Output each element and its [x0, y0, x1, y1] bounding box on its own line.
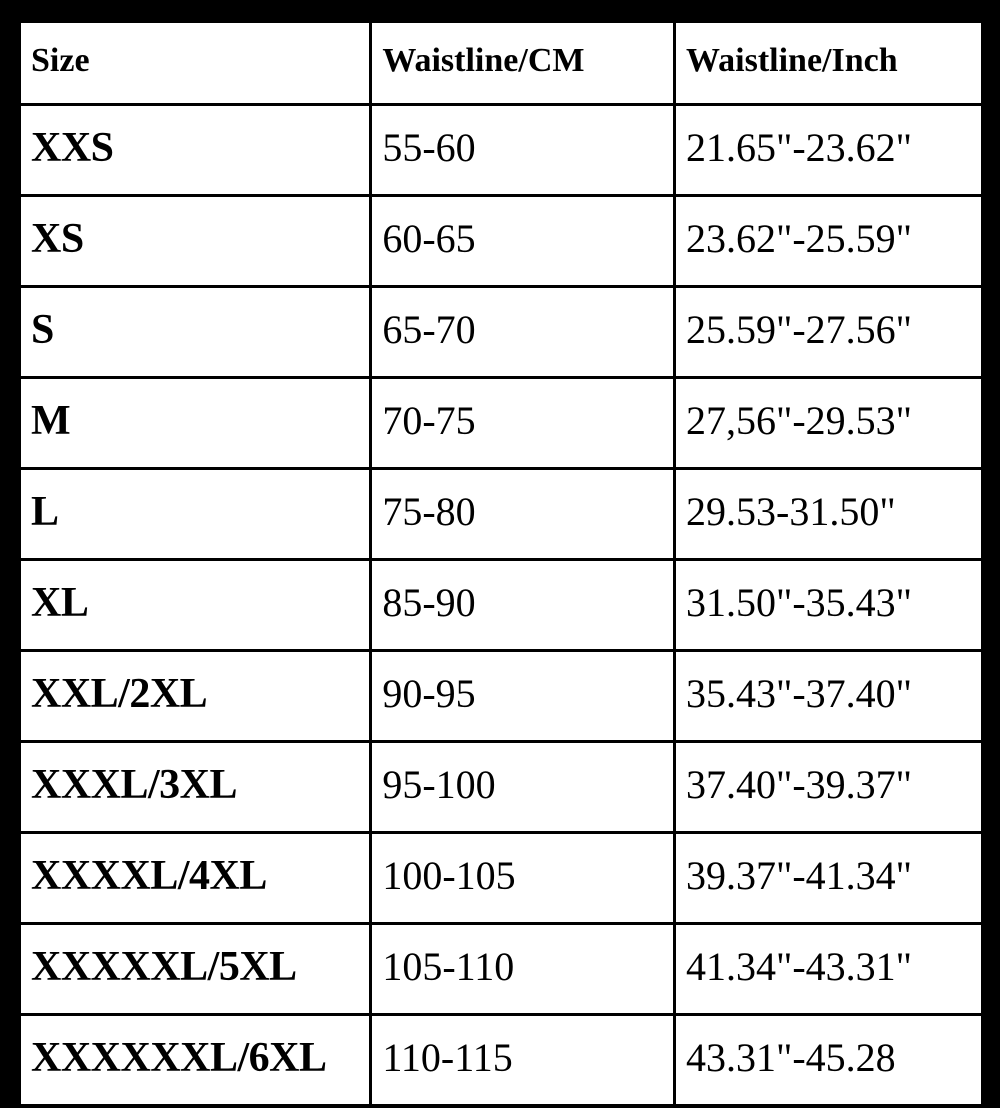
cell-waistline-inch: 37.40"-39.37" [675, 742, 983, 833]
cell-waistline-cm: 105-110 [371, 924, 675, 1015]
cell-size: XS [19, 196, 371, 287]
cell-size: S [19, 287, 371, 378]
cell-waistline-inch: 39.37"-41.34" [675, 833, 983, 924]
table-row [19, 469, 983, 560]
cell-waistline-inch: 35.43"-37.40" [675, 651, 983, 742]
cell-waistline-cm: 100-105 [371, 833, 675, 924]
cell-size: XXS [19, 105, 371, 196]
cell-size: XXXXL/4XL [19, 833, 371, 924]
table-header-row [19, 21, 983, 105]
cell-size: XL [19, 560, 371, 651]
table-body [19, 105, 983, 1107]
cell-size: XXL/2XL [19, 651, 371, 742]
cell-waistline-inch: 27,56"-29.53" [675, 378, 983, 469]
cell-waistline-inch: 21.65"-23.62" [675, 105, 983, 196]
table-row [19, 196, 983, 287]
cell-waistline-cm: 95-100 [371, 742, 675, 833]
cell-waistline-cm: 70-75 [371, 378, 675, 469]
size-chart-table [17, 19, 985, 1108]
cell-size: XXXXXL/5XL [19, 924, 371, 1015]
cell-size: XXXL/3XL [19, 742, 371, 833]
cell-size: XXXXXXL/6XL [19, 1015, 371, 1107]
cell-waistline-inch: 23.62"-25.59" [675, 196, 983, 287]
cell-waistline-inch: 31.50"-35.43" [675, 560, 983, 651]
table-row [19, 1015, 983, 1107]
table-row [19, 105, 983, 196]
size-chart-container [12, 14, 990, 1081]
table-row [19, 833, 983, 924]
column-header-waistline-cm: Waistline/CM [371, 21, 675, 105]
cell-waistline-inch: 25.59"-27.56" [675, 287, 983, 378]
cell-waistline-cm: 75-80 [371, 469, 675, 560]
cell-waistline-cm: 110-115 [371, 1015, 675, 1107]
table-row [19, 378, 983, 469]
table-header [19, 21, 983, 105]
cell-waistline-inch: 43.31"-45.28 [675, 1015, 983, 1107]
table-row [19, 924, 983, 1015]
cell-waistline-cm: 90-95 [371, 651, 675, 742]
cell-waistline-cm: 85-90 [371, 560, 675, 651]
cell-size: L [19, 469, 371, 560]
table-row [19, 287, 983, 378]
cell-waistline-inch: 29.53-31.50" [675, 469, 983, 560]
table-row [19, 651, 983, 742]
table-row [19, 742, 983, 833]
cell-waistline-inch: 41.34"-43.31" [675, 924, 983, 1015]
table-row [19, 560, 983, 651]
column-header-waistline-inch: Waistline/Inch [675, 21, 983, 105]
column-header-size: Size [19, 21, 371, 105]
cell-waistline-cm: 60-65 [371, 196, 675, 287]
cell-size: M [19, 378, 371, 469]
cell-waistline-cm: 65-70 [371, 287, 675, 378]
cell-waistline-cm: 55-60 [371, 105, 675, 196]
